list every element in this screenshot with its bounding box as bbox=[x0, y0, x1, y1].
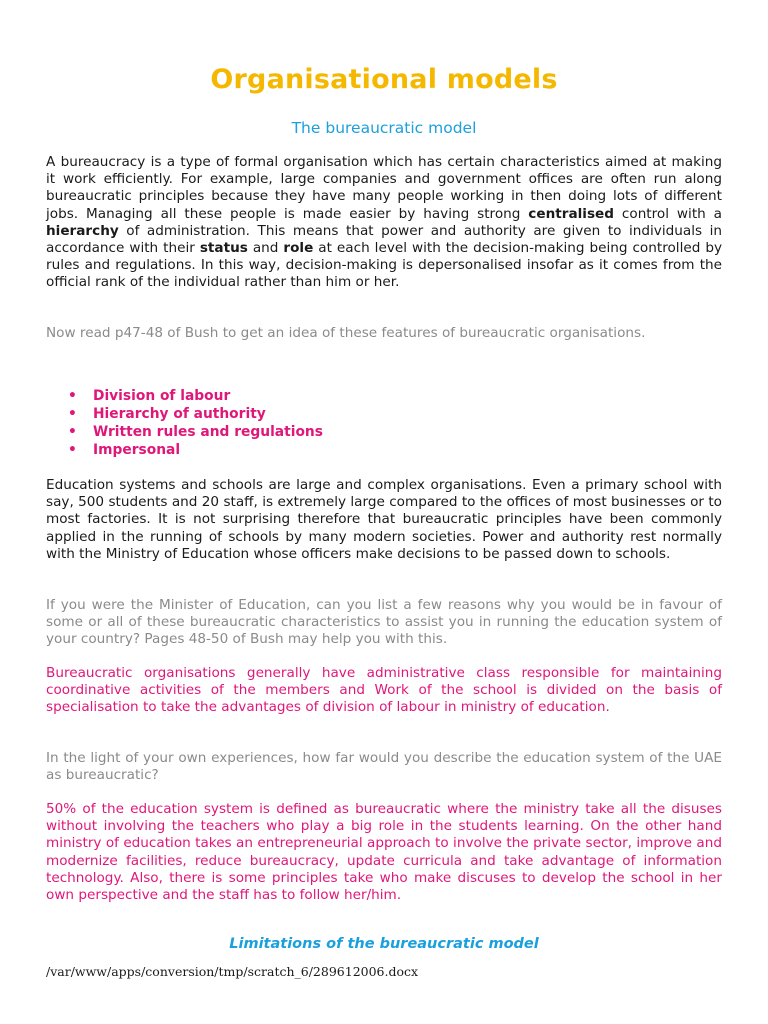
list-item bbox=[68, 387, 323, 405]
document-title: Organisational models bbox=[210, 64, 558, 95]
section-heading: The bureaucratic model bbox=[291, 119, 477, 137]
list-item-text: Division of labour bbox=[93, 388, 231, 404]
intro-bold-role: role bbox=[283, 240, 314, 257]
intro-bold-hierarchy: hierarchy bbox=[46, 222, 119, 239]
list-item-text: Written rules and regulations bbox=[93, 424, 323, 440]
list-item bbox=[68, 423, 323, 441]
list-item-text: Hierarchy of authority bbox=[93, 406, 266, 422]
intro-text-3: of administration. This means that power and authority are given to individuals in accordance with their bbox=[46, 222, 722, 257]
intro-text-2: control with a bbox=[614, 205, 722, 222]
minister-question: If you were the Minister of Education, can you list a few reasons why you would be in favour of some or all of these bureaucratic characteristics to assist you in running the education system of your country? Pages 48-50 of Bush may help you with this. bbox=[46, 597, 722, 648]
uae-question: In the light of your own experiences, how far would you describe the education system of the UAE as bureaucratic? bbox=[46, 750, 722, 784]
list-item bbox=[68, 441, 323, 459]
limitations-heading: Limitations of the bureaucratic model bbox=[229, 936, 539, 952]
intro-text-1: A bureaucracy is a type of formal organisation which has certain characteristics aimed at making it work efficiently. For example, large companies and government offices are often run along bureaucratic principles because they have many people working in then doing lots of different jobs. Managing all these people is made easier by having strong bbox=[46, 154, 722, 222]
answer-2: 50% of the education system is defined as bureaucratic where the ministry take all the disuses without involving the teachers who play a big role in the students learning. On the other hand ministry of education takes an entrepreneurial approach to involve the private sector, improve and modernize facilities, reduce bureaucracy, update curricula and take advantage of information technology. Also, there is some principles take who make discuses to develop the school in her own perspective and the staff has to follow her/him. bbox=[46, 801, 722, 904]
footer-file-path: /var/www/apps/conversion/tmp/scratch_6/289612006.docx bbox=[46, 964, 419, 979]
answer-1: Bureaucratic organisations generally have administrative class responsible for maintaining coordinative activities of the members and Work of the school is divided on the basis of specialisation to take the advantages of division of labour in ministry of education. bbox=[46, 665, 722, 716]
intro-text-5: at each level with the decision-making being controlled by rules and regulations. In this way, decision-making is depersonalised insofar as it comes from the official rank of the individual rather than him or her. bbox=[46, 240, 722, 291]
list-item bbox=[68, 405, 323, 423]
education-paragraph: Education systems and schools are large and complex organisations. Even a primary school with say, 500 students and 20 staff, is extremely large compared to the offices of most businesses or to most factories. It is not surprising therefore that bureaucratic principles have been commonly applied in the running of schools by many modern societies. Power and authority rest normally with the Ministry of Education whose officers make decisions to be passed down to schools. bbox=[46, 477, 722, 562]
list-item-text: Impersonal bbox=[93, 442, 181, 458]
bullet-icon: • bbox=[68, 388, 77, 404]
read-prompt: Now read p47-48 of Bush to get an idea of these features of bureaucratic organisations. bbox=[46, 325, 646, 341]
intro-paragraph bbox=[46, 154, 722, 292]
bullet-icon: • bbox=[68, 442, 77, 458]
features-list bbox=[68, 387, 323, 459]
bullet-icon: • bbox=[68, 424, 77, 440]
intro-bold-centralised: centralised bbox=[528, 205, 614, 222]
intro-text-4: and bbox=[247, 240, 284, 257]
intro-bold-status: status bbox=[199, 240, 248, 257]
bullet-icon: • bbox=[68, 406, 77, 422]
